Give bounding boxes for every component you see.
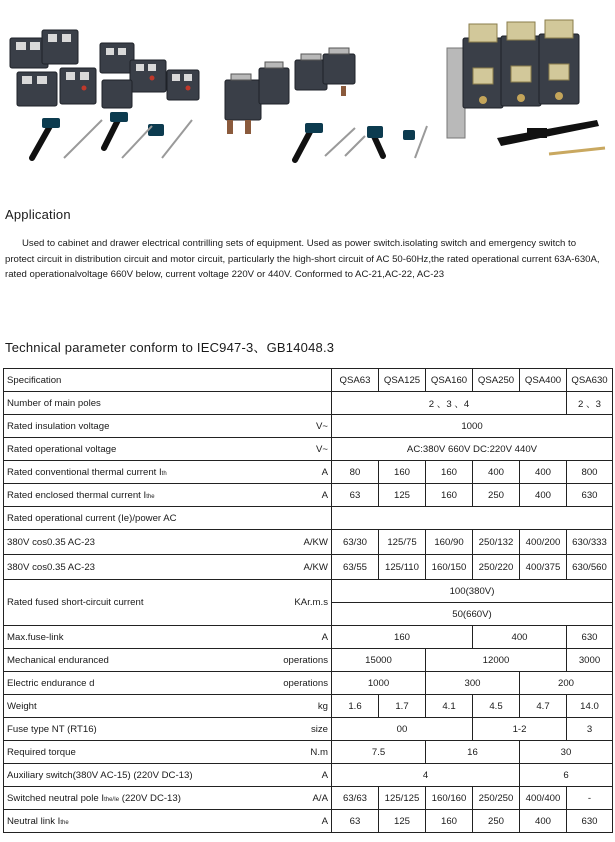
cell-value: 630 [567, 626, 613, 649]
table-row [4, 484, 613, 507]
cell-value: 400 [520, 484, 567, 507]
cell-value: 400/200 [520, 530, 567, 555]
cell-value: 630 [567, 484, 613, 507]
row-unit: A [247, 484, 332, 507]
table-row [4, 810, 613, 833]
model-header: QSA63 [332, 369, 379, 392]
cell-value: 125 [379, 810, 426, 833]
cell-value: 63 [332, 810, 379, 833]
product-photo-2 [215, 8, 430, 168]
row-unit: A [247, 810, 332, 833]
cell-value: 400 [473, 626, 567, 649]
cell-value: AC:380V 660V DC:220V 440V [332, 438, 613, 461]
row-unit: V~ [247, 415, 332, 438]
cell-value: 125/125 [379, 787, 426, 810]
table-row [4, 438, 613, 461]
row-unit: A [247, 626, 332, 649]
cell-value: 63/30 [332, 530, 379, 555]
cell-value: 125 [379, 484, 426, 507]
cell-value: 63/55 [332, 555, 379, 580]
table-row [4, 507, 613, 530]
table-row [4, 369, 613, 392]
model-header: QSA160 [426, 369, 473, 392]
cell-value: 800 [567, 461, 613, 484]
table-row [4, 580, 613, 603]
cell-value [332, 507, 613, 530]
row-unit: A [247, 764, 332, 787]
cell-value: 2 、3 、4 [332, 392, 567, 415]
technical-heading: Technical parameter conform to IEC947-3、GB14048.3 [5, 340, 335, 355]
cell-value: 160 [426, 461, 473, 484]
row-label: Rated enclosed thermal current Ithe [4, 484, 247, 507]
cell-value: 250/250 [473, 787, 520, 810]
row-label: Rated insulation voltage [4, 415, 247, 438]
cell-value: 630/333 [567, 530, 613, 555]
cell-value: 2 、3 [567, 392, 613, 415]
cell-value: 3 [567, 718, 613, 741]
cell-value: 630 [567, 810, 613, 833]
cell-value: 00 [332, 718, 473, 741]
row-label: Required torque [4, 741, 247, 764]
cell-value: 63/63 [332, 787, 379, 810]
cell-value: 400/400 [520, 787, 567, 810]
product-photo-3 [437, 8, 612, 168]
row-label: Fuse type NT (RT16) [4, 718, 247, 741]
row-unit: operations [247, 672, 332, 695]
cell-value: 1000 [332, 415, 613, 438]
spec-header: Specification [4, 369, 332, 392]
model-header: QSA125 [379, 369, 426, 392]
row-unit: operations [247, 649, 332, 672]
row-label: Rated operational voltage [4, 438, 247, 461]
cell-value: 4.5 [473, 695, 520, 718]
cell-value: 4.1 [426, 695, 473, 718]
row-label: Mechanical enduranced [4, 649, 247, 672]
row-unit: A/KW [247, 530, 332, 555]
table-row [4, 530, 613, 555]
cell-value: 630/560 [567, 555, 613, 580]
cell-value: 160 [379, 461, 426, 484]
row-label: Max.fuse-link [4, 626, 247, 649]
cell-value: 400 [520, 461, 567, 484]
model-header: QSA400 [520, 369, 567, 392]
table-row [4, 555, 613, 580]
row-label: Switched neutral pole Ithe/Ie (220V DC-13) [4, 787, 247, 810]
cell-value: 250/132 [473, 530, 520, 555]
cell-value: 30 [520, 741, 613, 764]
cell-value: 15000 [332, 649, 426, 672]
model-header: QSA630 [567, 369, 613, 392]
table-row [4, 672, 613, 695]
cell-value: 14.0 [567, 695, 613, 718]
cell-value: 300 [426, 672, 520, 695]
row-label: Neutral link Ithe [4, 810, 247, 833]
row-label: Rated fused short-circuit current [4, 580, 247, 626]
cell-value: 250/220 [473, 555, 520, 580]
row-label: Electric endurance d [4, 672, 247, 695]
application-heading: Application [5, 207, 71, 222]
cell-value: 125/110 [379, 555, 426, 580]
cell-value: 400 [520, 810, 567, 833]
table-row [4, 415, 613, 438]
cell-value: 4.7 [520, 695, 567, 718]
row-unit: A/KW [247, 555, 332, 580]
table-row [4, 461, 613, 484]
product-photos [0, 0, 615, 175]
cell-value: 3000 [567, 649, 613, 672]
row-label: 380V cos0.35 AC-23 [4, 530, 247, 555]
table-row [4, 718, 613, 741]
row-unit: size [247, 718, 332, 741]
cell-value: 200 [520, 672, 613, 695]
row-label: Auxiliary switch(380V AC-15) (220V DC-13) [4, 764, 247, 787]
cell-value: 160/150 [426, 555, 473, 580]
table-row [4, 626, 613, 649]
row-unit: V~ [247, 438, 332, 461]
cell-value: 80 [332, 461, 379, 484]
table-row [4, 787, 613, 810]
cell-value: 400 [473, 461, 520, 484]
technical-parameter-table [3, 368, 613, 833]
row-label: Number of main poles [4, 392, 332, 415]
table-row [4, 392, 613, 415]
row-unit: KAr.m.s [247, 580, 332, 626]
cell-value: 160/90 [426, 530, 473, 555]
cell-value: 50(660V) [332, 603, 613, 626]
row-unit: N.m [247, 741, 332, 764]
table-row [4, 649, 613, 672]
cell-value: 250 [473, 810, 520, 833]
cell-value: 160/160 [426, 787, 473, 810]
cell-value: 12000 [426, 649, 567, 672]
cell-value: 1.6 [332, 695, 379, 718]
row-label: Rated conventional thermal current Ith [4, 461, 247, 484]
cell-value: 4 [332, 764, 520, 787]
cell-value: 16 [426, 741, 520, 764]
table-row [4, 695, 613, 718]
product-photo-1 [2, 8, 207, 168]
cell-value: 125/75 [379, 530, 426, 555]
cell-value: - [567, 787, 613, 810]
row-label: Weight [4, 695, 247, 718]
table-row [4, 741, 613, 764]
cell-value: 250 [473, 484, 520, 507]
row-label: 380V cos0.35 AC-23 [4, 555, 247, 580]
cell-value: 160 [426, 484, 473, 507]
application-paragraph: Used to cabinet and drawer electrical contrilling sets of equipment. Used as power switch.isolating switch and emergency switch to protect circuit in distribution circuit and motor circuit, particularly the high-short circuit of AC 50-60Hz,the rated operational current 63A-630A, rated operationalvoltage 660V below, current voltage 220V or 440V. Conformed to AC-21,AC-22, AC-23 [5, 238, 600, 281]
row-label: Rated operational current (Ie)/power AC [4, 507, 332, 530]
row-unit: A [247, 461, 332, 484]
cell-value: 160 [332, 626, 473, 649]
cell-value: 1000 [332, 672, 426, 695]
table-row [4, 764, 613, 787]
cell-value: 7.5 [332, 741, 426, 764]
model-header: QSA250 [473, 369, 520, 392]
cell-value: 6 [520, 764, 613, 787]
cell-value: 63 [332, 484, 379, 507]
cell-value: 400/375 [520, 555, 567, 580]
row-unit: A/A [247, 787, 332, 810]
cell-value: 160 [426, 810, 473, 833]
cell-value: 1.7 [379, 695, 426, 718]
cell-value: 1-2 [473, 718, 567, 741]
row-unit: kg [247, 695, 332, 718]
cell-value: 100(380V) [332, 580, 613, 603]
